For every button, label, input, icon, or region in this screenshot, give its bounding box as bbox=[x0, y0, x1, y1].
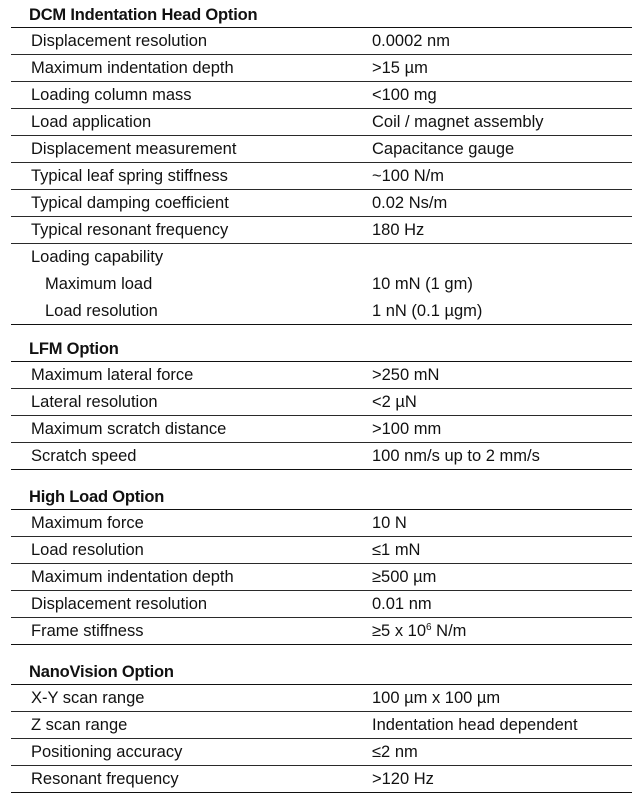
row-label: Maximum indentation depth bbox=[31, 59, 234, 77]
row-label: Lateral resolution bbox=[31, 393, 158, 411]
row-label: Maximum scratch distance bbox=[31, 420, 227, 438]
row-value: Indentation head dependent bbox=[372, 716, 578, 734]
section-lfm bbox=[11, 336, 632, 470]
table-row bbox=[11, 109, 632, 136]
section-title: NanoVision Option bbox=[11, 659, 632, 685]
row-label: Load resolution bbox=[45, 302, 158, 320]
table-row bbox=[11, 739, 632, 766]
row-value: >100 mm bbox=[372, 420, 442, 438]
table-row bbox=[11, 564, 632, 591]
row-label: Maximum load bbox=[45, 275, 153, 293]
row-value: >120 Hz bbox=[372, 770, 434, 788]
row-label: Displacement resolution bbox=[31, 32, 208, 50]
row-label: Displacement measurement bbox=[31, 140, 237, 158]
table-row bbox=[11, 28, 632, 55]
row-value: ≤2 nm bbox=[372, 743, 418, 761]
section-title: DCM Indentation Head Option bbox=[11, 2, 632, 28]
table-row bbox=[11, 55, 632, 82]
row-label: Displacement resolution bbox=[31, 595, 208, 613]
row-label: Load application bbox=[31, 113, 152, 131]
table-row bbox=[11, 618, 632, 645]
row-label: Typical resonant frequency bbox=[31, 221, 229, 239]
table-row bbox=[11, 510, 632, 537]
table-row bbox=[11, 591, 632, 618]
section-high-load bbox=[11, 484, 632, 645]
row-value: 0.02 Ns/m bbox=[372, 194, 448, 212]
row-value: 10 N bbox=[372, 514, 407, 532]
table-row bbox=[11, 362, 632, 389]
row-value: 0.0002 nm bbox=[372, 32, 450, 50]
row-value: 100 nm/s up to 2 mm/s bbox=[372, 447, 540, 465]
section-title: LFM Option bbox=[11, 336, 632, 362]
table-row-group-heading bbox=[11, 244, 632, 271]
value-exponent: 6 bbox=[426, 622, 432, 633]
row-value bbox=[366, 618, 632, 644]
row-label: Z scan range bbox=[31, 716, 128, 734]
row-label: Loading column mass bbox=[31, 86, 192, 104]
table-row bbox=[11, 416, 632, 443]
table-row bbox=[11, 82, 632, 109]
row-label: Maximum force bbox=[31, 514, 144, 532]
row-value: 180 Hz bbox=[372, 221, 425, 239]
value-unit: N/m bbox=[431, 622, 467, 640]
row-label: Positioning accuracy bbox=[31, 743, 183, 761]
row-value: <2 µN bbox=[372, 393, 417, 411]
row-value: 1 nN (0.1 µgm) bbox=[372, 302, 483, 320]
row-label: Load resolution bbox=[31, 541, 144, 559]
row-value: >250 mN bbox=[372, 366, 440, 384]
table-row-sub bbox=[11, 271, 632, 298]
row-value: <100 mg bbox=[372, 86, 437, 104]
row-label: X-Y scan range bbox=[31, 689, 145, 707]
row-label: Maximum lateral force bbox=[31, 366, 194, 384]
table-row bbox=[11, 685, 632, 712]
row-value: 100 µm x 100 µm bbox=[372, 689, 501, 707]
row-value: ≤1 mN bbox=[372, 541, 421, 559]
row-label: Resonant frequency bbox=[31, 770, 179, 788]
section-title: High Load Option bbox=[11, 484, 632, 510]
table-row bbox=[11, 190, 632, 217]
row-value: 10 mN (1 gm) bbox=[372, 275, 473, 293]
table-row bbox=[11, 443, 632, 470]
table-row-sub bbox=[11, 298, 632, 325]
row-label: Scratch speed bbox=[31, 447, 137, 465]
row-label: Typical leaf spring stiffness bbox=[31, 167, 228, 185]
table-row bbox=[11, 766, 632, 793]
value-base: ≥5 x 10 bbox=[372, 622, 427, 640]
table-row bbox=[11, 163, 632, 190]
table-row bbox=[11, 217, 632, 244]
row-value: Coil / magnet assembly bbox=[372, 113, 544, 131]
row-value: 0.01 nm bbox=[372, 595, 432, 613]
row-value: ~100 N/m bbox=[372, 167, 444, 185]
row-label: Maximum indentation depth bbox=[31, 568, 234, 586]
row-value bbox=[366, 244, 632, 271]
table-row bbox=[11, 136, 632, 163]
row-value: >15 µm bbox=[372, 59, 428, 77]
row-label: Frame stiffness bbox=[31, 622, 144, 640]
section-nanovision bbox=[11, 659, 632, 793]
row-value: ≥500 µm bbox=[372, 568, 437, 586]
section-dcm-indentation-head bbox=[11, 2, 632, 325]
table-row bbox=[11, 712, 632, 739]
row-label: Typical damping coefficient bbox=[31, 194, 229, 212]
row-label: Loading capability bbox=[31, 248, 164, 266]
row-value: Capacitance gauge bbox=[372, 140, 515, 158]
table-row bbox=[11, 389, 632, 416]
table-row bbox=[11, 537, 632, 564]
